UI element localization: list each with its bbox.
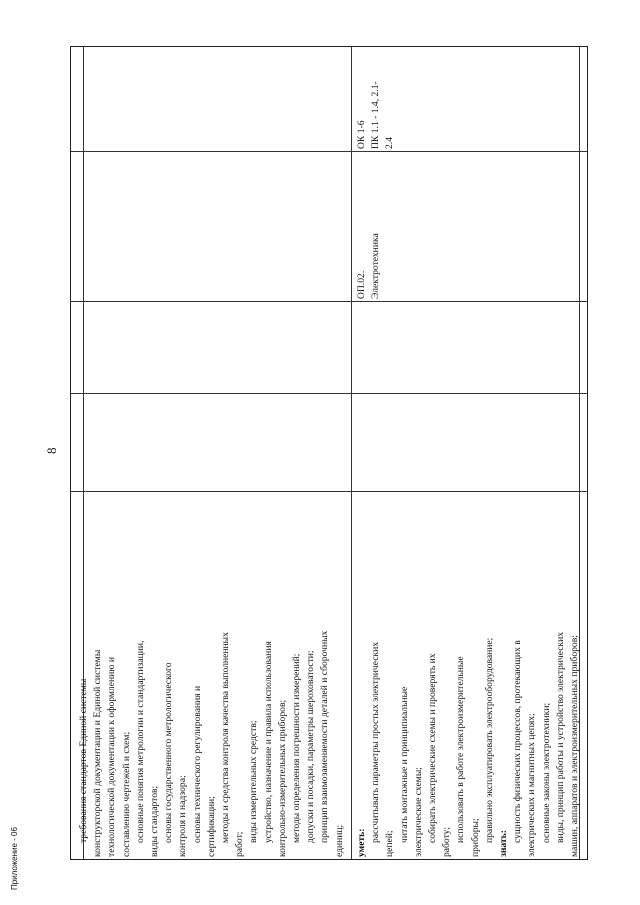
text-line: уметь:	[356, 828, 367, 857]
column-rule	[71, 301, 587, 302]
competencies-cell	[355, 53, 401, 149]
text-line: основные законы электротехники;	[540, 702, 552, 843]
discipline-code: ОП.02.	[356, 270, 367, 299]
text-line: собирать электрические схемы и проверять их	[427, 653, 439, 843]
text-line: сертификации;	[205, 796, 217, 857]
text-line: контроля и надзора;	[177, 775, 189, 857]
text-line: методы и средства контроля качества выполненных	[220, 632, 232, 843]
column-rule	[71, 491, 587, 492]
text-line: читать монтажные и принципиальные	[398, 686, 410, 843]
text-line: электрические схемы;	[412, 767, 424, 857]
text-line: машин, аппаратов и электроизмерительных приборов;	[569, 635, 581, 857]
text-line: единиц;	[333, 824, 345, 857]
row-divider	[351, 47, 352, 859]
curriculum-table	[70, 46, 588, 860]
text-line: электрических и магнитных цепях;	[526, 713, 538, 857]
text-line: основные понятия метрологии и стандартизации,	[134, 640, 146, 843]
text-line: контрольно-измерительных приборов;	[276, 699, 288, 857]
text-line: приборы;	[469, 818, 481, 857]
text-line: допуски и посадки, параметры шероховатости;	[305, 650, 317, 843]
row-2-skills-cell	[355, 539, 587, 857]
text-line: знать:	[498, 830, 510, 857]
discipline-name: Электротехника	[370, 233, 382, 299]
column-rule	[71, 151, 587, 152]
footer-note: Приложение - 06	[10, 827, 19, 890]
discipline-cell	[355, 203, 395, 299]
text-line: правильно эксплуатировать электрооборудование;	[483, 637, 495, 843]
text-line: конструкторской документации и Единой системы	[92, 649, 104, 857]
text-line: сущность физических процессов, протекающих в	[512, 640, 524, 843]
text-line: рассчитывать параметры простых электрических	[370, 641, 382, 843]
text-line: технологической документации к оформлению и	[106, 657, 118, 857]
text-line: цепей;	[384, 830, 396, 857]
text-line: использовать в работе электроизмерительные	[455, 656, 467, 843]
page-number: 8	[44, 447, 59, 454]
text-line: виды стандартов;	[149, 785, 161, 857]
text-line: составлению чертежей и схем;	[120, 731, 132, 857]
row-1-skills-cell	[77, 539, 347, 857]
competency: ОК 1-6	[356, 120, 367, 149]
text-line: виды измерительных средств;	[248, 720, 260, 843]
text-line: методы определения погрешности измерений;	[291, 653, 303, 843]
competency: ПК 1.1 - 1.4, 2.1-	[370, 81, 382, 149]
text-line: виды, принцип работы и устройство электрических	[554, 631, 566, 843]
text-line: основы технического регулирования и	[191, 685, 203, 843]
text-line: работ;	[234, 831, 246, 857]
text-line: работу;	[441, 826, 453, 857]
competency: 2.4	[384, 137, 396, 149]
text-line: принцип взаимозаменяемости деталей и сборочных	[319, 630, 331, 843]
text-line: требования стандартов Единой системы	[78, 678, 89, 843]
column-rule	[71, 393, 587, 394]
text-line: основы государственного метрологического	[163, 662, 175, 843]
text-line: устройство, назначение и правила использования	[262, 641, 274, 843]
